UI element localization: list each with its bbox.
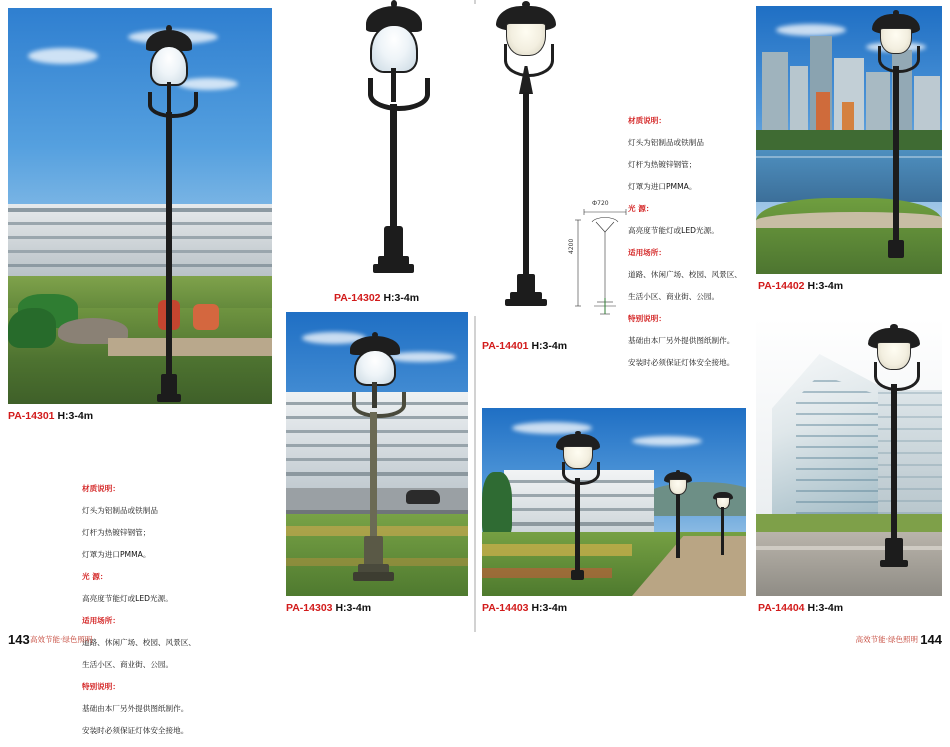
lamp-drawing-pa-14303 (336, 336, 410, 588)
spec-right-material-2: 灯杆为热镀锌钢管； (628, 160, 697, 169)
caption-pa-14401 (482, 340, 567, 352)
product-photo-pa-14401 (470, 4, 580, 316)
caption-pa-14303 (286, 602, 371, 614)
spec-right-note-1: 基础由本厂另外提供图纸制作。 (628, 336, 735, 345)
footer-slogan-right: 高效节能·绿色照明 (855, 635, 918, 644)
spec-left-heading-usage: 适用场所： (82, 616, 120, 625)
product-photo-pa-14402 (756, 6, 942, 274)
spec-right-usage-1: 道路、休闲广场、校园、风景区、 (628, 270, 742, 279)
product-size: H:3-4m (807, 602, 844, 614)
caption-pa-14404 (758, 602, 843, 614)
lamp-drawing-pa-14404 (860, 328, 930, 576)
spec-right-material-1: 灯头为铝制品或铁制品 (628, 138, 704, 147)
caption-pa-14302 (334, 292, 419, 304)
product-photo-pa-14404 (756, 318, 942, 596)
spec-block-left (82, 472, 272, 747)
product-photo-pa-14301 (8, 8, 272, 404)
product-photo-pa-14303 (286, 312, 468, 596)
caption-pa-14402 (758, 280, 843, 292)
tech-dim-diameter: Ф720 (592, 200, 609, 207)
spec-left-heading-material: 材质说明： (82, 484, 120, 493)
product-size: H:3-4m (383, 292, 420, 304)
caption-pa-14403 (482, 602, 567, 614)
product-code: PA-14402 (758, 280, 805, 292)
spec-right-usage-2: 生活小区、商业街、公园。 (628, 292, 720, 301)
spec-right-note-2: 安装时必须保证灯体安全接地。 (628, 358, 735, 367)
spec-left-material-1: 灯头为铝制品或铁制品 (82, 506, 158, 515)
product-code: PA-14303 (286, 602, 333, 614)
spec-right-heading-material: 材质说明： (628, 116, 666, 125)
product-size: H:3-4m (531, 340, 568, 352)
spec-left-material-2: 灯杆为热镀锌钢管； (82, 528, 151, 537)
folio-left: 143 (8, 632, 30, 647)
spec-left-note-1: 基础由本厂另外提供图纸制作。 (82, 704, 189, 713)
folio-right: 144 (920, 632, 942, 647)
spec-right-material-3: 灯罩为进口PMMA。 (628, 182, 697, 191)
product-size: H:3-4m (531, 602, 568, 614)
spec-right-heading-source: 光 源： (628, 204, 654, 213)
lamp-drawing-pa-14301 (126, 30, 206, 404)
product-code: PA-14404 (758, 602, 805, 614)
product-size: H:3-4m (807, 280, 844, 292)
product-code: PA-14403 (482, 602, 529, 614)
tech-dim-height: 4200 (568, 238, 575, 254)
spec-right-heading-usage: 适用场所： (628, 248, 666, 257)
product-code: PA-14302 (334, 292, 381, 304)
lamp-drawing-pa-14402 (864, 14, 928, 262)
spec-left-usage-1: 道路、休闲广场、校园、风景区、 (82, 638, 196, 647)
spec-left-source-1: 高亮度节能灯或LED光源。 (82, 594, 173, 603)
spec-right-source-1: 高亮度节能灯或LED光源。 (628, 226, 719, 235)
spec-left-usage-2: 生活小区、商业街、公园。 (82, 660, 174, 669)
product-photo-pa-14403 (482, 408, 746, 596)
product-code: PA-14301 (8, 410, 55, 422)
product-size: H:3-4m (57, 410, 94, 422)
product-photo-pa-14302 (330, 4, 450, 286)
caption-pa-14301 (8, 410, 93, 422)
spec-left-heading-note: 特别说明： (82, 682, 120, 691)
spec-left-heading-source: 光 源： (82, 572, 108, 581)
product-code: PA-14401 (482, 340, 529, 352)
product-size: H:3-4m (335, 602, 372, 614)
spec-left-material-3: 灯罩为进口PMMA。 (82, 550, 151, 559)
spec-right-heading-note: 特别说明： (628, 314, 666, 323)
footer-slogan-left: 高效节能·绿色照明 (30, 635, 93, 644)
spec-left-note-2: 安装时必须保证灯体安全接地。 (82, 726, 189, 735)
